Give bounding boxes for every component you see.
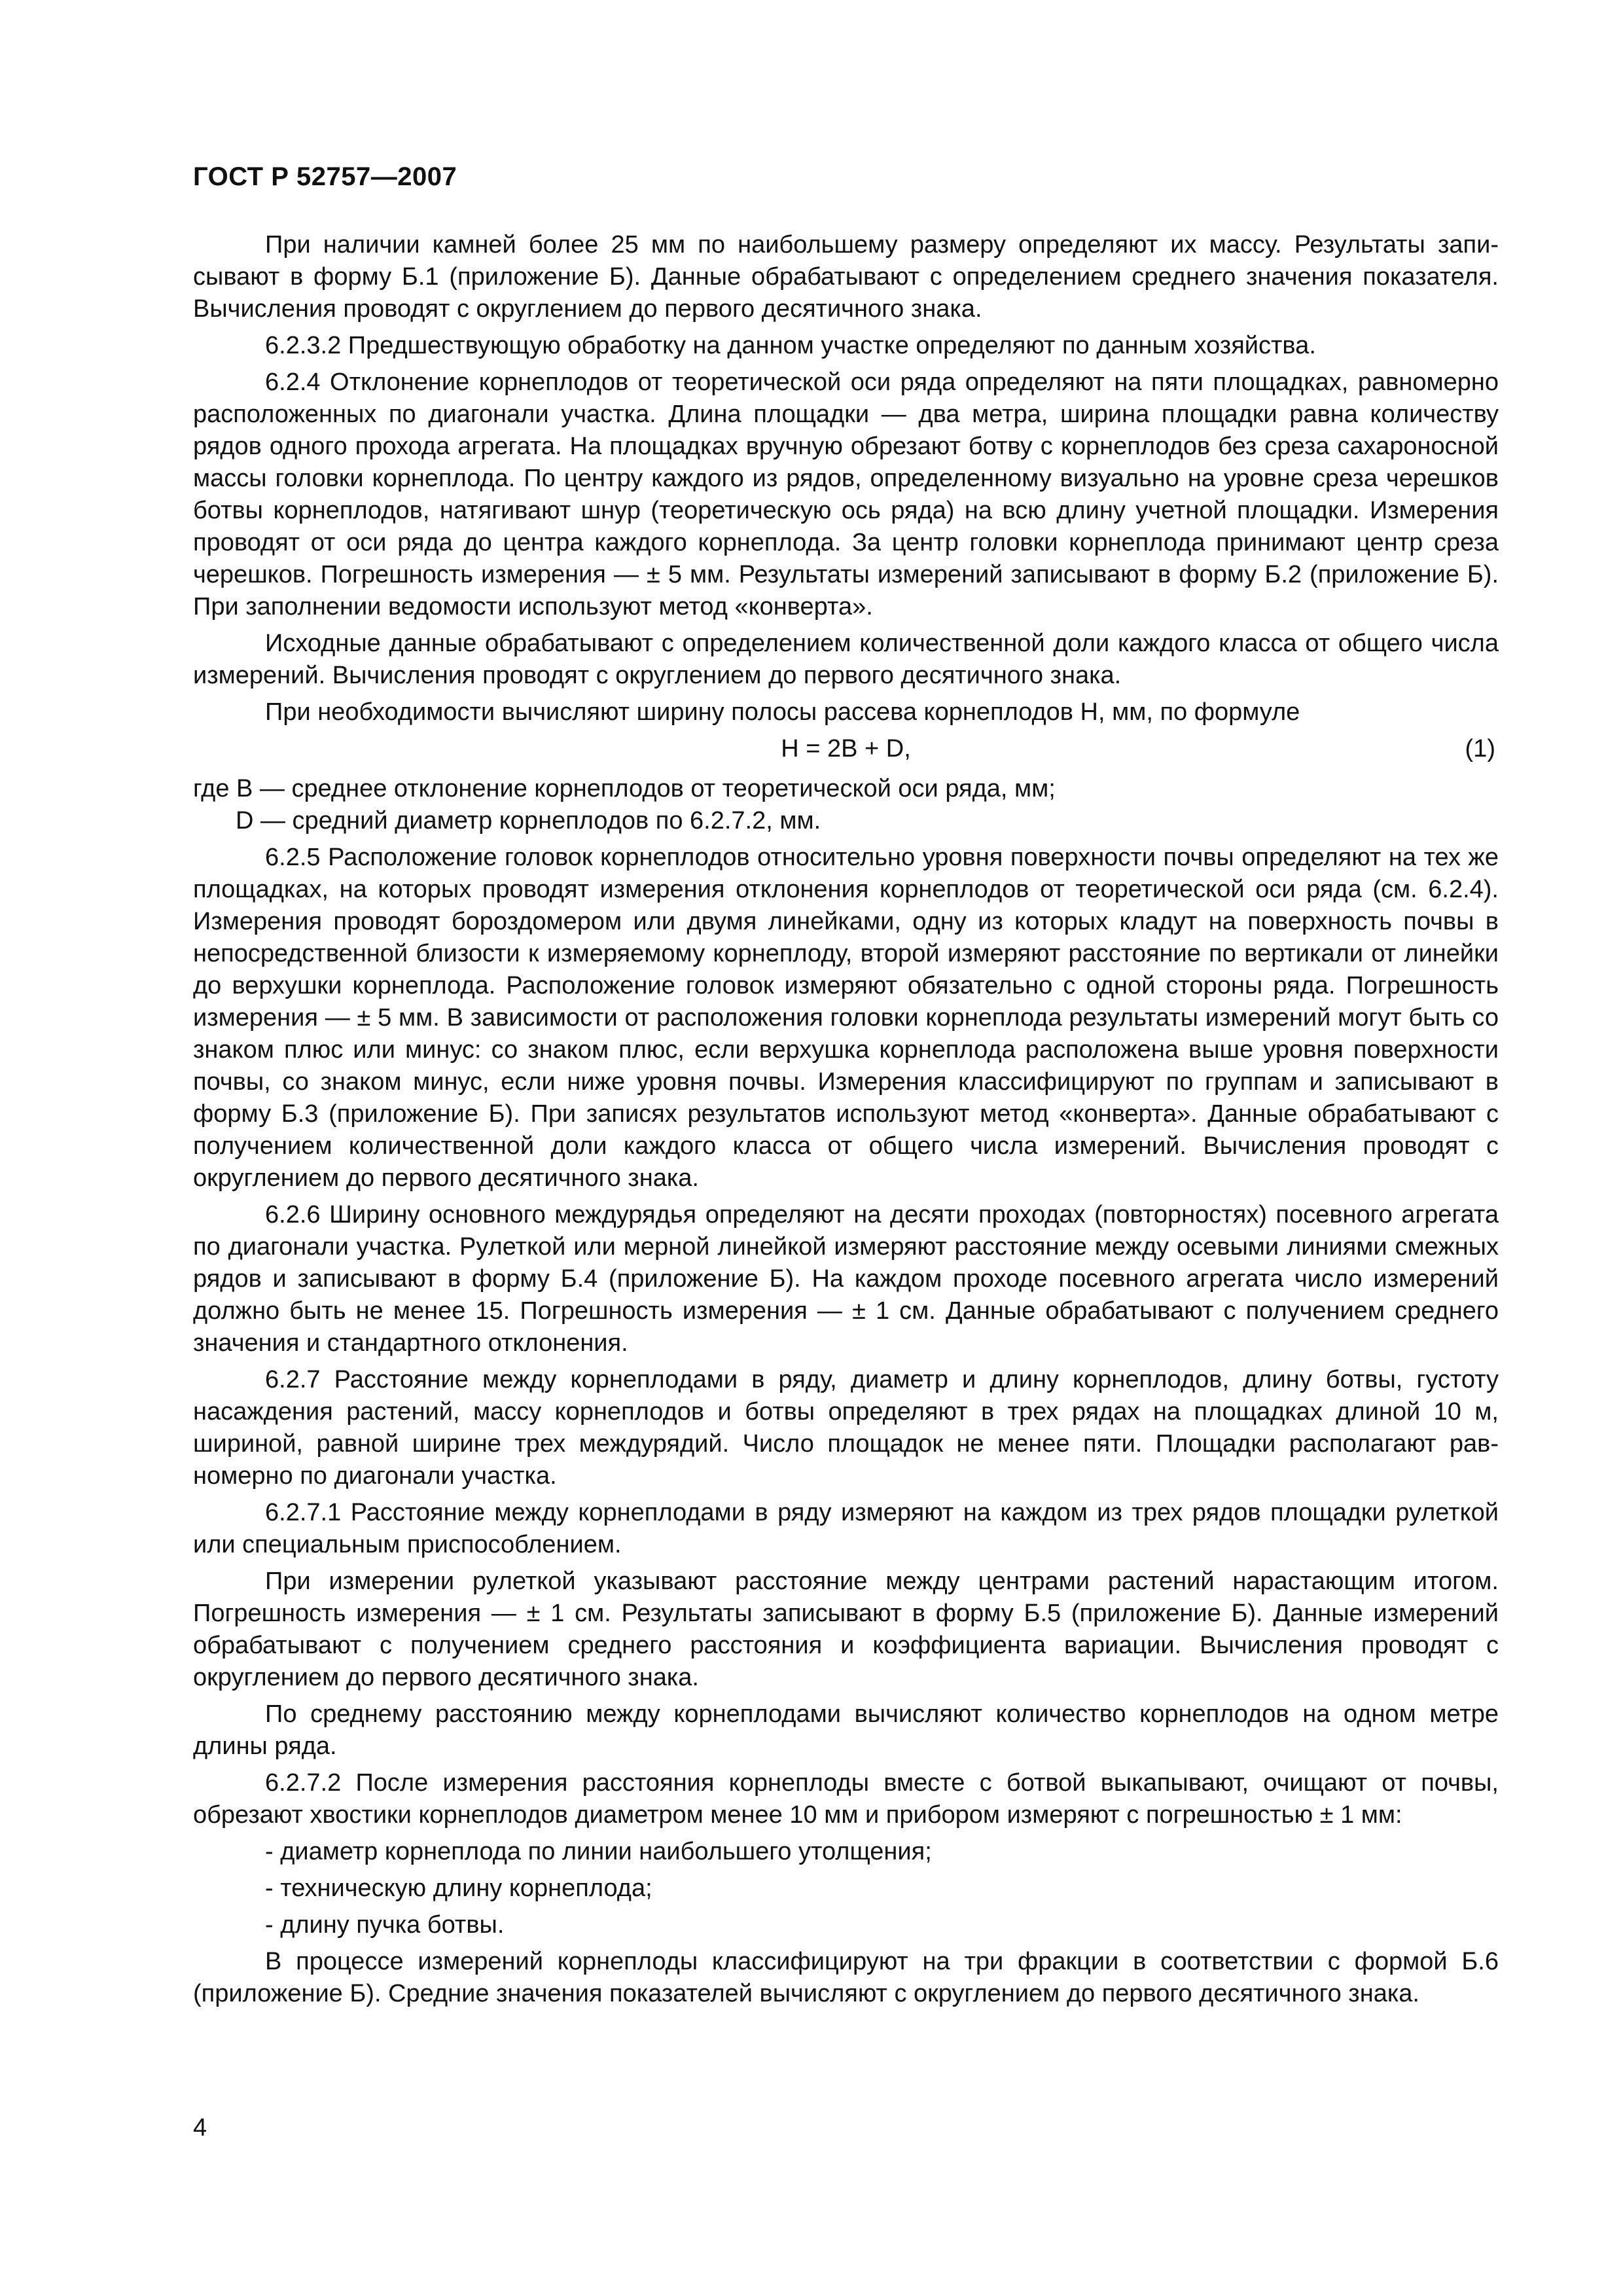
paragraph: 6.2.7.1 Расстояние между корнеплодами в ряду измеряют на каждом из трех рядов площадки рулеткой или специальным приспособлением.: [193, 1499, 1499, 1558]
paragraph: 6.2.4 Отклонение корнеплодов от теоретической оси ряда определяют на пяти площадках, равномерно расположенных по диагонали участка. Длина площадки — два метра, ширина площадки равна количеству рядов одного прохода агрегата. На площадках вручную обрезают ботву с корнеплодов без среза сахароносной массы головки корнеплода. По центру каждого из рядов, определенному визуально на уровне среза черешков ботвы корнеплодов, натягивают шнур (теоретическую ось ряда) на всю длину учетной площадки. Измерения проводят от оси ряда до центра каждого корнеплода. За центр головки корнеплода принимают центр среза черешков. Погрешность измерения — ± 5 мм. Результаты измерений записывают в форму Б.2 (приложение Б). При заполнении ведомости используют метод «конверта».: [193, 368, 1499, 620]
paragraph: При необходимости вычисляют ширину полосы рассева корнеплодов H, мм, по формуле: [265, 698, 1300, 726]
formula-explanation-line: D — средний диаметр корнеплодов по 6.2.7.2, мм.: [236, 807, 821, 834]
list-item: - диаметр корнеплода по линии наибольшего утолщения;: [265, 1838, 932, 1865]
page-header: ГОСТ Р 52757—2007: [193, 162, 457, 191]
paragraph: При наличии камней более 25 мм по наибольшему размеру определяют их массу. Результаты записывают в форму Б.1 (приложение Б). Данные обрабатывают с определением среднего значения показателя. Вычисления проводят с округлением до первого десятичного знака.: [193, 231, 1499, 323]
document-body: [193, 229, 1499, 2015]
paragraph: 6.2.3.2 Предшествующую обработку на данном участке определяют по данным хозяйства.: [265, 332, 1316, 359]
page-number: 4: [193, 2114, 207, 2142]
paragraph: 6.2.7 Расстояние между корнеплодами в ряду, диаметр и длину корнеплодов, длину ботвы, густоту насаждения растений, массу корнеплодов и ботвы определяют в трех рядах на площадках длиной 10 м, шириной, равной ширине трех междурядий. Число площадок не менее пяти. Площадки располагают равномерно по диагонали участка.: [193, 1366, 1499, 1490]
paragraph: 6.2.5 Расположение головок корнеплодов относительно уровня поверхности почвы определяют на тех же площадках, на которых проводят измерения отклонения корнеплодов от теоретической оси ряда (см. 6.2.4). Измерения проводят бороздомером или двумя линейками, одну из которых кладут на поверхность почвы в непосредственной близости к измеряемому корнеплоду, второй измеряют расстояние по вертикали от линейки до верхушки корнеплода. Расположение головок измеряют обязательно с одной стороны ряда. Погрешность измерения — ± 5 мм. В зависимости от расположения головки корнеплода результаты измерений могут быть со знаком плюс или минус: со знаком плюс, если верхушка корнеплода расположена выше уровня поверхности почвы, со знаком минус, если ниже уровня почвы. Измерения классифицируют по группам и записывают в форму Б.3 (приложение Б). При записях результатов используют метод «конверта». Данные обрабатывают с получением количественной доли каждого класса от общего числа измерений. Вычисления проводят с округлением до первого десятичного знака.: [193, 844, 1499, 1192]
formula-explanation-line: где B — среднее отклонение корнеплодов от теоретической оси ряда, мм;: [193, 775, 1056, 802]
paragraph: 6.2.7.2 После измерения расстояния корнеплоды вместе с ботвой выкапывают, очищают от почвы, обрезают хвостики корнеплодов диаметром менее 10 мм и прибором измеряют с погрешностью ± 1 мм:: [193, 1769, 1499, 1829]
formula: H = 2B + D,: [781, 735, 911, 762]
list-item: - техническую длину корнеплода;: [265, 1874, 652, 1902]
paragraph: В процессе измерений корнеплоды классифицируют на три фракции в соответствии с формой Б.6 (приложение Б). Средние значения показателей вычисляют с округлением до первого десятичного знака.: [193, 1948, 1499, 2007]
list-item: - длину пучка ботвы.: [265, 1911, 505, 1939]
paragraph: 6.2.6 Ширину основного междурядья определяют на десяти проходах (повторностях) посевного агрегата по диагонали участка. Рулеткой или мерной линейкой измеряют расстояние между осевыми линиями смежных рядов и записывают в форму Б.4 (приложение Б). На каждом проходе посевного агрегата число измерений должно быть не менее 15. Погрешность измерения — ± 1 см. Данные обрабатывают с получением среднего значения и стандартного отклонения.: [193, 1201, 1499, 1357]
formula-row: [193, 733, 1499, 765]
paragraph: По среднему расстоянию между корнеплодами вычисляют количество корнеплодов на одном метре длины ряда.: [193, 1700, 1499, 1760]
formula-number: (1): [1465, 735, 1495, 762]
paragraph: При измерении рулеткой указывают расстояние между центрами растений нарастающим итогом. Погрешность измерения — ± 1 см. Результаты записывают в форму Б.5 (приложение Б). Данные измерений обрабатывают с получением среднего расстояния и коэффициента вариации. Вычисления проводят с округлением до первого десятичного знака.: [193, 1568, 1499, 1691]
paragraph: Исходные данные обрабатывают с определением количественной доли каждого класса от общего числа измерений. Вычисления проводят с округлением до первого десятичного знака.: [193, 630, 1499, 689]
